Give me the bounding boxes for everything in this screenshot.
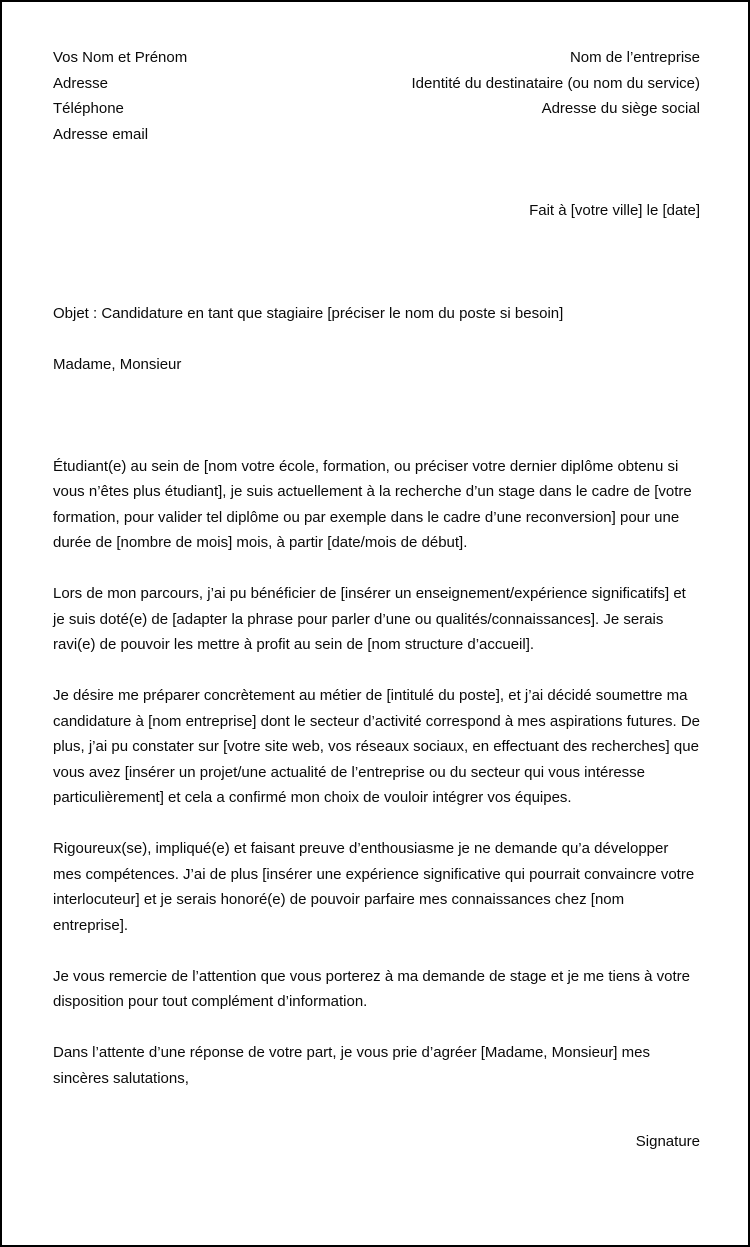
signature-label: Signature <box>635 1133 700 1150</box>
body-paragraph-6: Dans l’attente d’une réponse de votre part, je vous prie d’agréer [Madame, Monsieur] mes sincères salutations, <box>53 1044 650 1087</box>
subject-line: Objet : Candidature en tant que stagiaire [préciser le nom du poste si besoin] <box>53 304 564 322</box>
sender-name: Vos Nom et Prénom <box>53 49 188 66</box>
sender-phone: Téléphone <box>53 100 124 117</box>
date-line: Fait à [votre ville] le [date] <box>529 202 700 219</box>
body-paragraph-1: Étudiant(e) au sein de [nom votre école, formation, ou préciser votre dernier diplôme obtenu si vous n’êtes plus étudiant], je suis actuellement à la recherche d’un stage dans le cadre de [votre formation, pour valider tel diplôme ou par exemple dans le cadre d’une reconversion] pour une durée de [nombre de mois] mois, à partir [date/mois de début]. <box>53 457 692 551</box>
recipient-company: Nom de l’entreprise <box>569 49 700 66</box>
recipient-address: Adresse du siège social <box>541 100 700 117</box>
body-paragraph-4: Rigoureux(se), impliqué(e) et faisant preuve d’enthousiasme je ne demande qu’a développer mes compétences. J’ai de plus [insérer une expérience significative qui pourrait convaincre votre interlocuteur] et je serais honoré(e) de pouvoir parfaire mes connaissances chez [nom entreprise]. <box>53 840 695 934</box>
body-paragraph-2: Lors de mon parcours, j’ai pu bénéficier de [insérer un enseignement/expérience significatifs] et je suis doté(e) de [adapter la phrase pour parler d’une ou qualités/connaissances]. Je serais ravi(e) de pouvoir les mettre à profit au sein de [nom structure d’accueil]. <box>53 585 686 653</box>
recipient-block <box>412 45 701 122</box>
sender-block <box>53 45 187 147</box>
letter-header <box>53 45 700 147</box>
body-paragraph-5: Je vous remercie de l’attention que vous porterez à ma demande de stage et je me tiens à votre disposition pour tout complément d’information. <box>53 967 691 1010</box>
sender-email: Adresse email <box>53 125 149 143</box>
body-paragraph-3: Je désire me préparer concrètement au métier de [intitulé du poste], et j’ai décidé soumettre ma candidature à [nom entreprise] dont le secteur d’activité correspond à mes aspirations futures. De plus, j’ai pu constater sur [votre site web, vos réseaux sociaux, en effectuant des recherches] que vous avez [insérer un projet/une actualité de l’entreprise ou du secteur qui vous intéresse particulièrement] et cela a confirmé mon choix de vouloir intégrer vos équipes. <box>53 687 701 806</box>
salutation: Madame, Monsieur <box>53 355 182 373</box>
recipient-identity: Identité du destinataire (ou nom du service) <box>411 74 700 92</box>
sender-address: Adresse <box>53 74 109 92</box>
